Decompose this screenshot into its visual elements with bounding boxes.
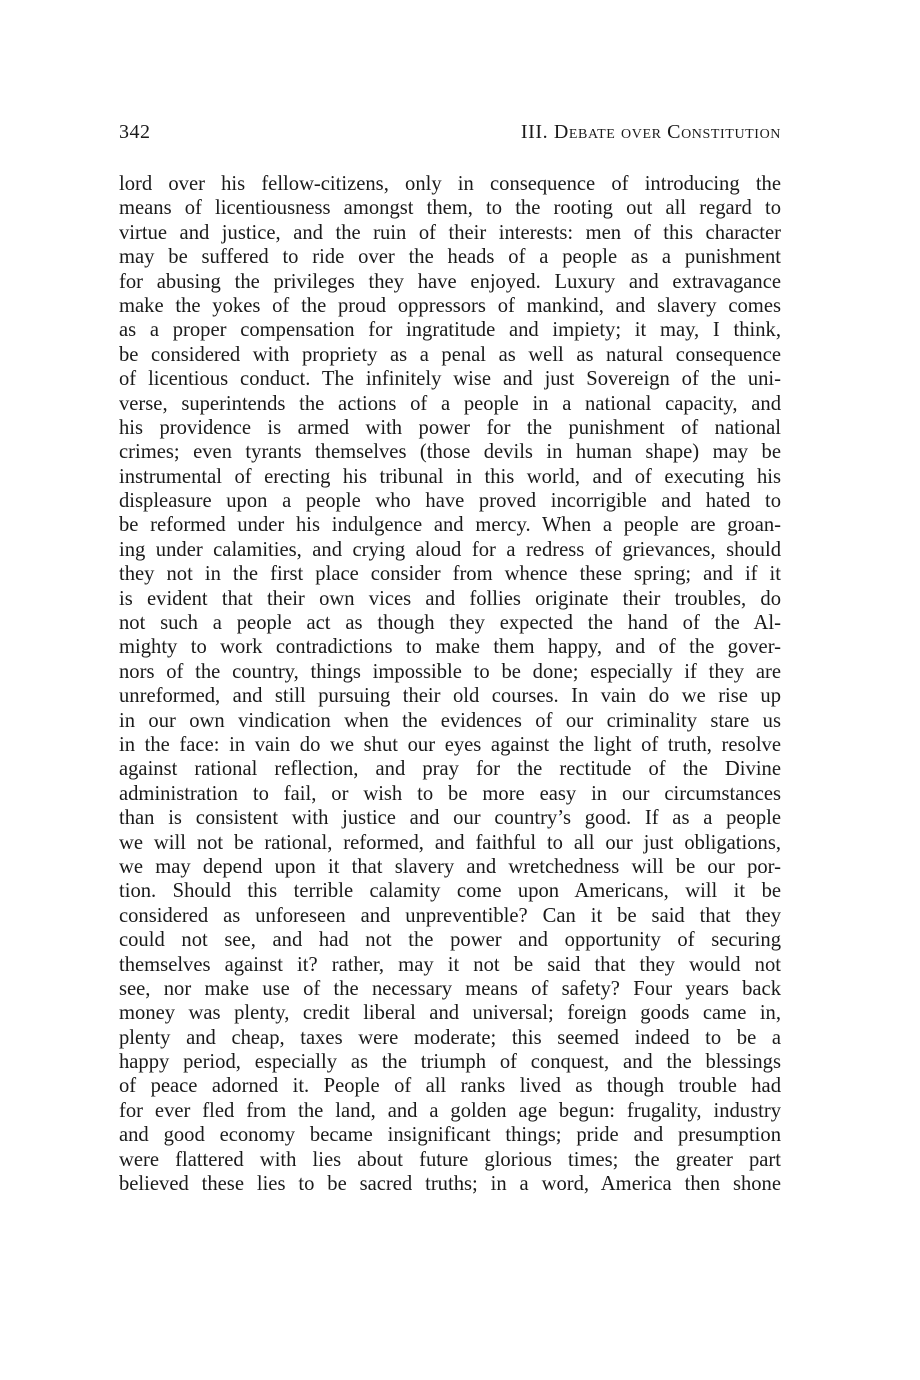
text-line: means of licentiousness amongst them, to the rooting out all regard to bbox=[119, 197, 781, 220]
text-line: be considered with propriety as a penal as well as natural consequence bbox=[119, 343, 781, 366]
text-line: make the yokes of the proud oppressors of mankind, and slavery comes bbox=[119, 294, 781, 317]
text-line: not such a people act as though they expected the hand of the Al- bbox=[119, 612, 781, 635]
body-text bbox=[119, 172, 781, 1196]
text-line: see, nor make use of the necessary means of safety? Four years back bbox=[119, 977, 781, 1000]
text-line: than is consistent with justice and our country’s good. If as a people bbox=[119, 807, 781, 830]
text-line: for abusing the privileges they have enjoyed. Luxury and extravagance bbox=[119, 270, 781, 293]
text-line: money was plenty, credit liberal and universal; foreign goods came in, bbox=[119, 1002, 781, 1025]
text-line: verse, superintends the actions of a people in a national capacity, and bbox=[119, 392, 781, 415]
text-line: as a proper compensation for ingratitude and impiety; it may, I think, bbox=[119, 319, 781, 342]
text-line: be reformed under his indulgence and mercy. When a people are groan- bbox=[119, 514, 781, 537]
text-line: could not see, and had not the power and opportunity of securing bbox=[119, 929, 781, 952]
text-line: is evident that their own vices and follies originate their troubles, do bbox=[119, 587, 781, 610]
text-line: tion. Should this terrible calamity come upon Americans, will it be bbox=[119, 880, 781, 903]
running-head bbox=[119, 121, 781, 149]
section-title: III. Debate over Constitution bbox=[520, 121, 781, 143]
text-line: and good economy became insignificant things; pride and presumption bbox=[119, 1124, 781, 1147]
text-line: against rational reflection, and pray for the rectitude of the Divine bbox=[119, 758, 781, 781]
text-line: in the face: in vain do we shut our eyes against the light of truth, resolve bbox=[119, 733, 781, 756]
text-line: believed these lies to be sacred truths; in a word, America then shone bbox=[119, 1173, 781, 1196]
text-line: displeasure upon a people who have proved incorrigible and hated to bbox=[119, 490, 781, 513]
text-line: mighty to work contradictions to make them happy, and of the gover- bbox=[119, 636, 781, 659]
text-line: of peace adorned it. People of all ranks lived as though trouble had bbox=[119, 1075, 781, 1098]
text-line: were flattered with lies about future glorious times; the greater part bbox=[119, 1148, 781, 1171]
text-line: happy period, especially as the triumph of conquest, and the blessings bbox=[119, 1051, 781, 1074]
text-line: instrumental of erecting his tribunal in this world, and of executing his bbox=[119, 465, 781, 488]
text-line: nors of the country, things impossible to be done; especially if they are bbox=[119, 660, 781, 683]
text-line: lord over his fellow-citizens, only in consequence of introducing the bbox=[119, 173, 781, 195]
text-line: crimes; even tyrants themselves (those devils in human shape) may be bbox=[119, 441, 781, 464]
text-line: ing under calamities, and crying aloud for a redress of grievances, should bbox=[119, 538, 781, 561]
text-line: they not in the first place consider from whence these spring; and if it bbox=[119, 563, 781, 586]
text-line: unreformed, and still pursuing their old courses. In vain do we rise up bbox=[119, 685, 781, 708]
text-line: we will not be rational, reformed, and faithful to all our just obligations, bbox=[119, 831, 781, 854]
text-line: his providence is armed with power for the punishment of national bbox=[119, 416, 781, 439]
page-number: 342 bbox=[119, 121, 151, 143]
text-line: may be suffered to ride over the heads of a people as a punishment bbox=[119, 246, 781, 269]
text-line: we may depend upon it that slavery and wretchedness will be our por- bbox=[119, 855, 781, 878]
text-line: of licentious conduct. The infinitely wise and just Sovereign of the uni- bbox=[119, 368, 781, 391]
text-line: themselves against it? rather, may it not be said that they would not bbox=[119, 953, 781, 976]
text-line: virtue and justice, and the ruin of their interests: men of this character bbox=[119, 221, 781, 244]
text-line: plenty and cheap, taxes were moderate; this seemed indeed to be a bbox=[119, 1026, 781, 1049]
text-line: considered as unforeseen and unpreventible? Can it be said that they bbox=[119, 904, 781, 927]
text-line: administration to fail, or wish to be more easy in our circumstances bbox=[119, 782, 781, 805]
text-line: in our own vindication when the evidences of our criminality stare us bbox=[119, 709, 781, 732]
text-line: for ever fled from the land, and a golden age begun: frugality, industry bbox=[119, 1099, 781, 1122]
